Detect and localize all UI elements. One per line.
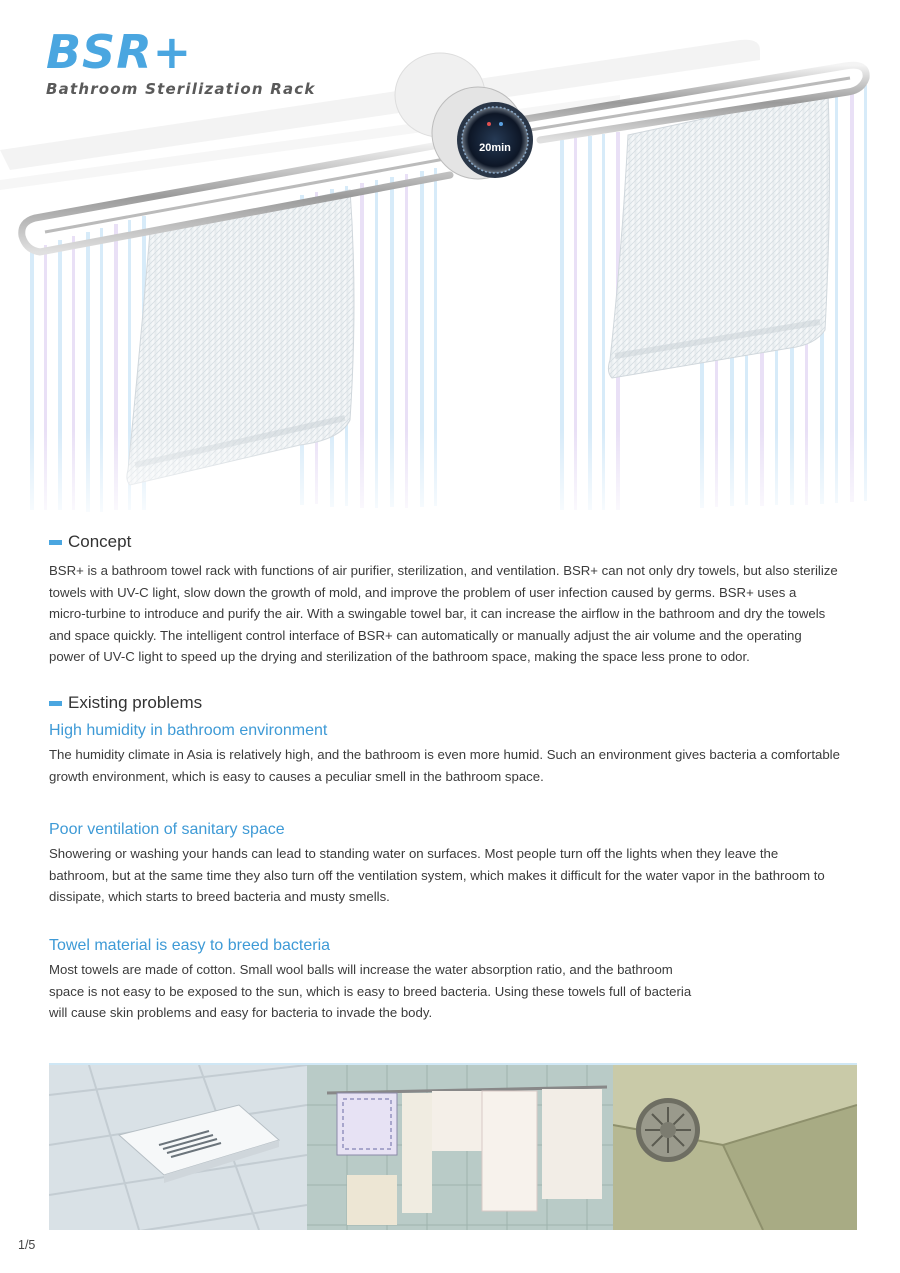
- concept-line: and space quickly. The intelligent control interface of BSR+ can automatically or manually adjust the air volume and the operating: [49, 627, 802, 643]
- brand-logo: [46, 25, 316, 98]
- photo-floor-drain: [613, 1065, 857, 1230]
- concept-heading-text: Concept: [68, 532, 132, 551]
- problem-line: growth environment, which is easy to causes a peculiar smell in the bathroom space.: [49, 768, 544, 784]
- problem-line: Most towels are made of cotton. Small wool balls will increase the water absorption ratio, and the bathroom: [49, 962, 673, 977]
- page-number: 1/5: [18, 1238, 36, 1252]
- photo-ceiling-vent: [49, 1065, 307, 1230]
- problem-title-towel: Towel material is easy to breed bacteria: [49, 937, 331, 954]
- central-unit: [395, 53, 533, 179]
- problem-title-ventilation: Poor ventilation of sanitary space: [49, 821, 285, 838]
- section-marker: [49, 701, 62, 706]
- logo-title: BSR+: [46, 25, 193, 79]
- concept-line: towels with UV-C light, slow down the growth of mold, and improve the problem of user infection caused by germs. BSR+ uses a: [49, 584, 797, 600]
- photo-hanging-towels: [307, 1065, 613, 1230]
- problem-line: dissipate, which starts to breed bacteria and musty smells.: [49, 889, 390, 905]
- floor-drain-image: [613, 1065, 857, 1230]
- logo-subtitle: Bathroom Sterilization Rack: [46, 80, 316, 98]
- device-timer-display: 20min: [479, 142, 511, 154]
- problem-line: will cause skin problems and easy for bacteria to invade the body.: [49, 1005, 433, 1021]
- right-towel: [608, 92, 829, 378]
- problem-text-ventilation: [49, 843, 825, 908]
- problem-title-humidity: High humidity in bathroom environment: [49, 722, 328, 739]
- problems-heading: [49, 693, 202, 713]
- photo-strip: [49, 1063, 857, 1230]
- ceiling-vent-image: [49, 1065, 307, 1230]
- concept-paragraph: [49, 560, 838, 668]
- problem-text-towel: [49, 959, 691, 1024]
- hanging-towels-image: [307, 1065, 613, 1230]
- hero-illustration: [0, 0, 900, 530]
- problem-line: Showering or washing your hands can lead to standing water on surfaces. Most people turn off the lights when they leave the: [49, 846, 779, 861]
- concept-heading: [49, 532, 131, 552]
- problem-line: space is not easy to be exposed to the sun, which is easy to breed bacteria. Using these towels full of bacteria: [49, 983, 692, 999]
- concept-line: power of UV-C light to speed up the drying and sterilization of the bathroom space, making the space less prone to odor.: [49, 649, 750, 665]
- problem-line: bathroom, but at the same time they also turn off the ventilation system, which makes it difficult for the water vapor in the bathroom to: [49, 867, 825, 883]
- problem-text-humidity: [49, 744, 840, 787]
- concept-line: micro-turbine to introduce and purify the air. With a swingable towel bar, it can increase the airflow in the bathroom and dry the towels: [49, 606, 826, 622]
- problem-line: The humidity climate in Asia is relatively high, and the bathroom is even more humid. Such an environment gives bacteria a comfortable: [49, 747, 840, 762]
- problems-heading-text: Existing problems: [68, 693, 203, 712]
- concept-line: BSR+ is a bathroom towel rack with functions of air purifier, sterilization, and ventilation. BSR+ can not only dry towels, but also sterilize: [49, 563, 838, 578]
- section-marker: [49, 540, 62, 545]
